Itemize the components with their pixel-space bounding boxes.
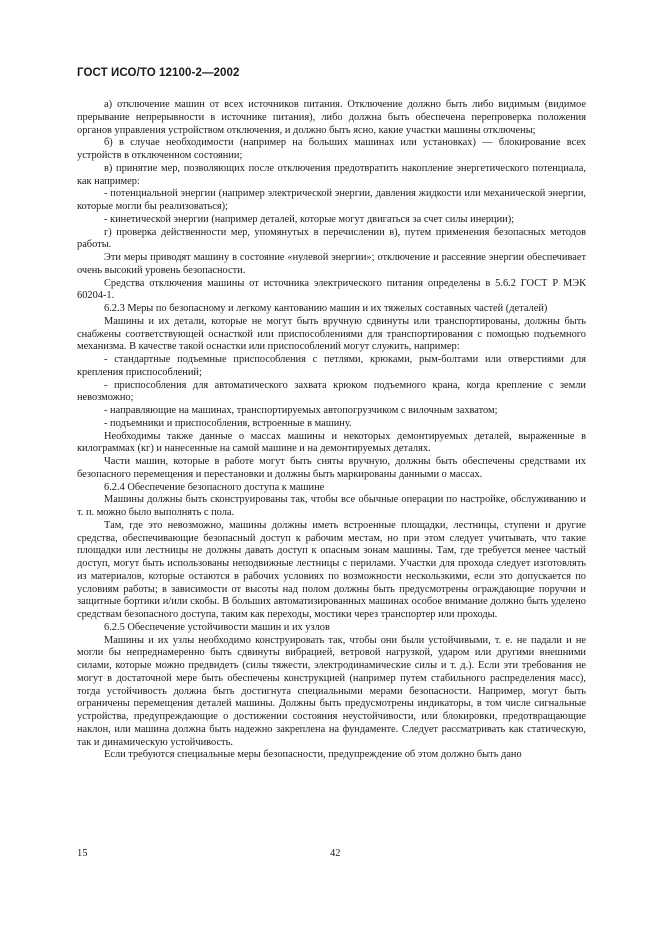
paragraph: в) принятие мер, позволяющих после отключения предотвратить накопление энергетического потенциала, как например:	[77, 162, 586, 187]
page-number: 42	[330, 848, 341, 859]
paragraph: Части машин, которые в работе могут быть сняты вручную, должны быть обеспечены средствами их безопасного перемещения и перестановки и должны быть маркированы данными о массах.	[77, 456, 586, 480]
paragraph: Машины и их детали, которые не могут быть вручную сдвинуты или транспортированы, должны быть снабжены соответствующей оснасткой или приспособлениями для транспортирования с помощью подъемного механизма. В качестве такой оснастки или приспособлений могут служить, например:	[77, 315, 586, 353]
paragraph: - подъемники и приспособления, встроенные в машину.	[104, 417, 352, 429]
section-heading: 6.2.4 Обеспечение безопасного доступа к машине	[104, 481, 325, 493]
paragraph: Машины и их узлы необходимо конструировать так, чтобы они были устойчивыми, т. е. не падали и не могли бы непреднамеренно быть сдвинуты вибрацией, ветровой нагрузкой, ударом или другими внешними силами, которые можно предвидеть (силы тяжести, электродинамические силы и т. д.). Если эти требования не могут в достаточной мере быть обеспечены конструкцией (например путем стабильного распределения масс), тогда устойчивость должна быть достигнута специальными мерами безопасности. Например, могут быть ограничены перемещения деталей машины. Должны быть предусмотрены индикаторы, в том числе сигнальные устройства, предупреждающие о достижении состояния неустойчивости, или блокировки, предотвращающие наклон, или машина должна быть надежно закреплена на фундаменте. Следует рассматривать как статическую, так и динамическую устойчивость.	[77, 634, 586, 748]
section-heading: 6.2.5 Обеспечение устойчивости машин и их узлов	[104, 621, 330, 633]
paragraph: Необходимы также данные о массах машины и некоторых демонтируемых деталей, выраженные в килограммах (кг) и нанесенные на самой машине и на демонтируемых деталях.	[77, 430, 586, 455]
paragraph: Там, где это невозможно, машины должны иметь встроенные площадки, лестницы, ступени и другие средства, обеспечивающие безопасный доступ к рабочим местам, но при этом следует учитывать, что такие площадки или лестницы не должны давать доступ к опасным зонам машины. Там, где требуется менее частый доступ, могут быть использованы неподвижные лестницы с перилами. Участки для прохода следует изготовлять из материалов, которые остаются в рабочих условиях по возможности нескользкими, если это допускается по условиям работы; в зависимости от высоты над полом должны быть предусмотрены ограждающие поручни и защитные бортики и/или скобы. В больших автоматизированных машинах особое внимание должно быть уделено средствам безопасного доступа, таким как переходы, мостики через транспортер или проходы.	[77, 519, 586, 620]
document-body	[77, 99, 586, 762]
paragraph: Машины должны быть сконструированы так, чтобы все обычные операции по настройке, обслуживанию и т. п. можно было выполнять с пола.	[77, 494, 586, 518]
paragraph: - направляющие на машинах, транспортируемых автопогрузчиком с вилочным захватом;	[104, 405, 498, 416]
footer-left-number: 15	[77, 848, 88, 859]
paragraph: - кинетической энергии (например деталей, которые могут двигаться за счет силы инерции);	[104, 213, 515, 225]
paragraph: - приспособления для автоматического захвата крюком подъемного крана, когда крепление с земли невозможно;	[77, 379, 586, 404]
paragraph: б) в случае необходимости (например на больших машинах или установках) — блокирование всех устройств в отключенном состоянии;	[77, 137, 586, 161]
document-header: ГОСТ ИСО/ТО 12100-2—2002	[77, 67, 240, 79]
paragraph: а) отключение машин от всех источников питания. Отключение должно быть либо видимым (видимое прерывание непрерывности в источнике питания), либо должна быть обеспечена перепроверка положения органов управления устройством отключения, и должно быть ясно, какие участки машины отключены;	[77, 99, 586, 136]
paragraph: - стандартные подъемные приспособления с петлями, крюками, рым-болтами или отверстиями для крепления приспособлений;	[77, 354, 586, 378]
paragraph: г) проверка действенности мер, упомянутых в перечислении в), путем применения безопасных методов работы.	[77, 226, 586, 251]
section-heading: 6.2.3 Меры по безопасному и легкому кантованию машин и их тяжелых составных частей (деталей)	[104, 303, 548, 314]
paragraph: Эти меры приводят машину в состояние «нулевой энергии»; отключение и рассеяние энергии обеспечивает очень высокий уровень безопасности.	[77, 252, 586, 276]
paragraph: - потенциальной энергии (например электрической энергии, давления жидкости или механической энергии, которые могли бы реализоваться);	[77, 188, 586, 212]
paragraph: Средства отключения машины от источника электрического питания определены в 5.6.2 ГОСТ Р МЭК 60204-1.	[77, 277, 586, 302]
paragraph: Если требуются специальные меры безопасности, предупреждение об этом должно быть дано	[104, 749, 522, 761]
